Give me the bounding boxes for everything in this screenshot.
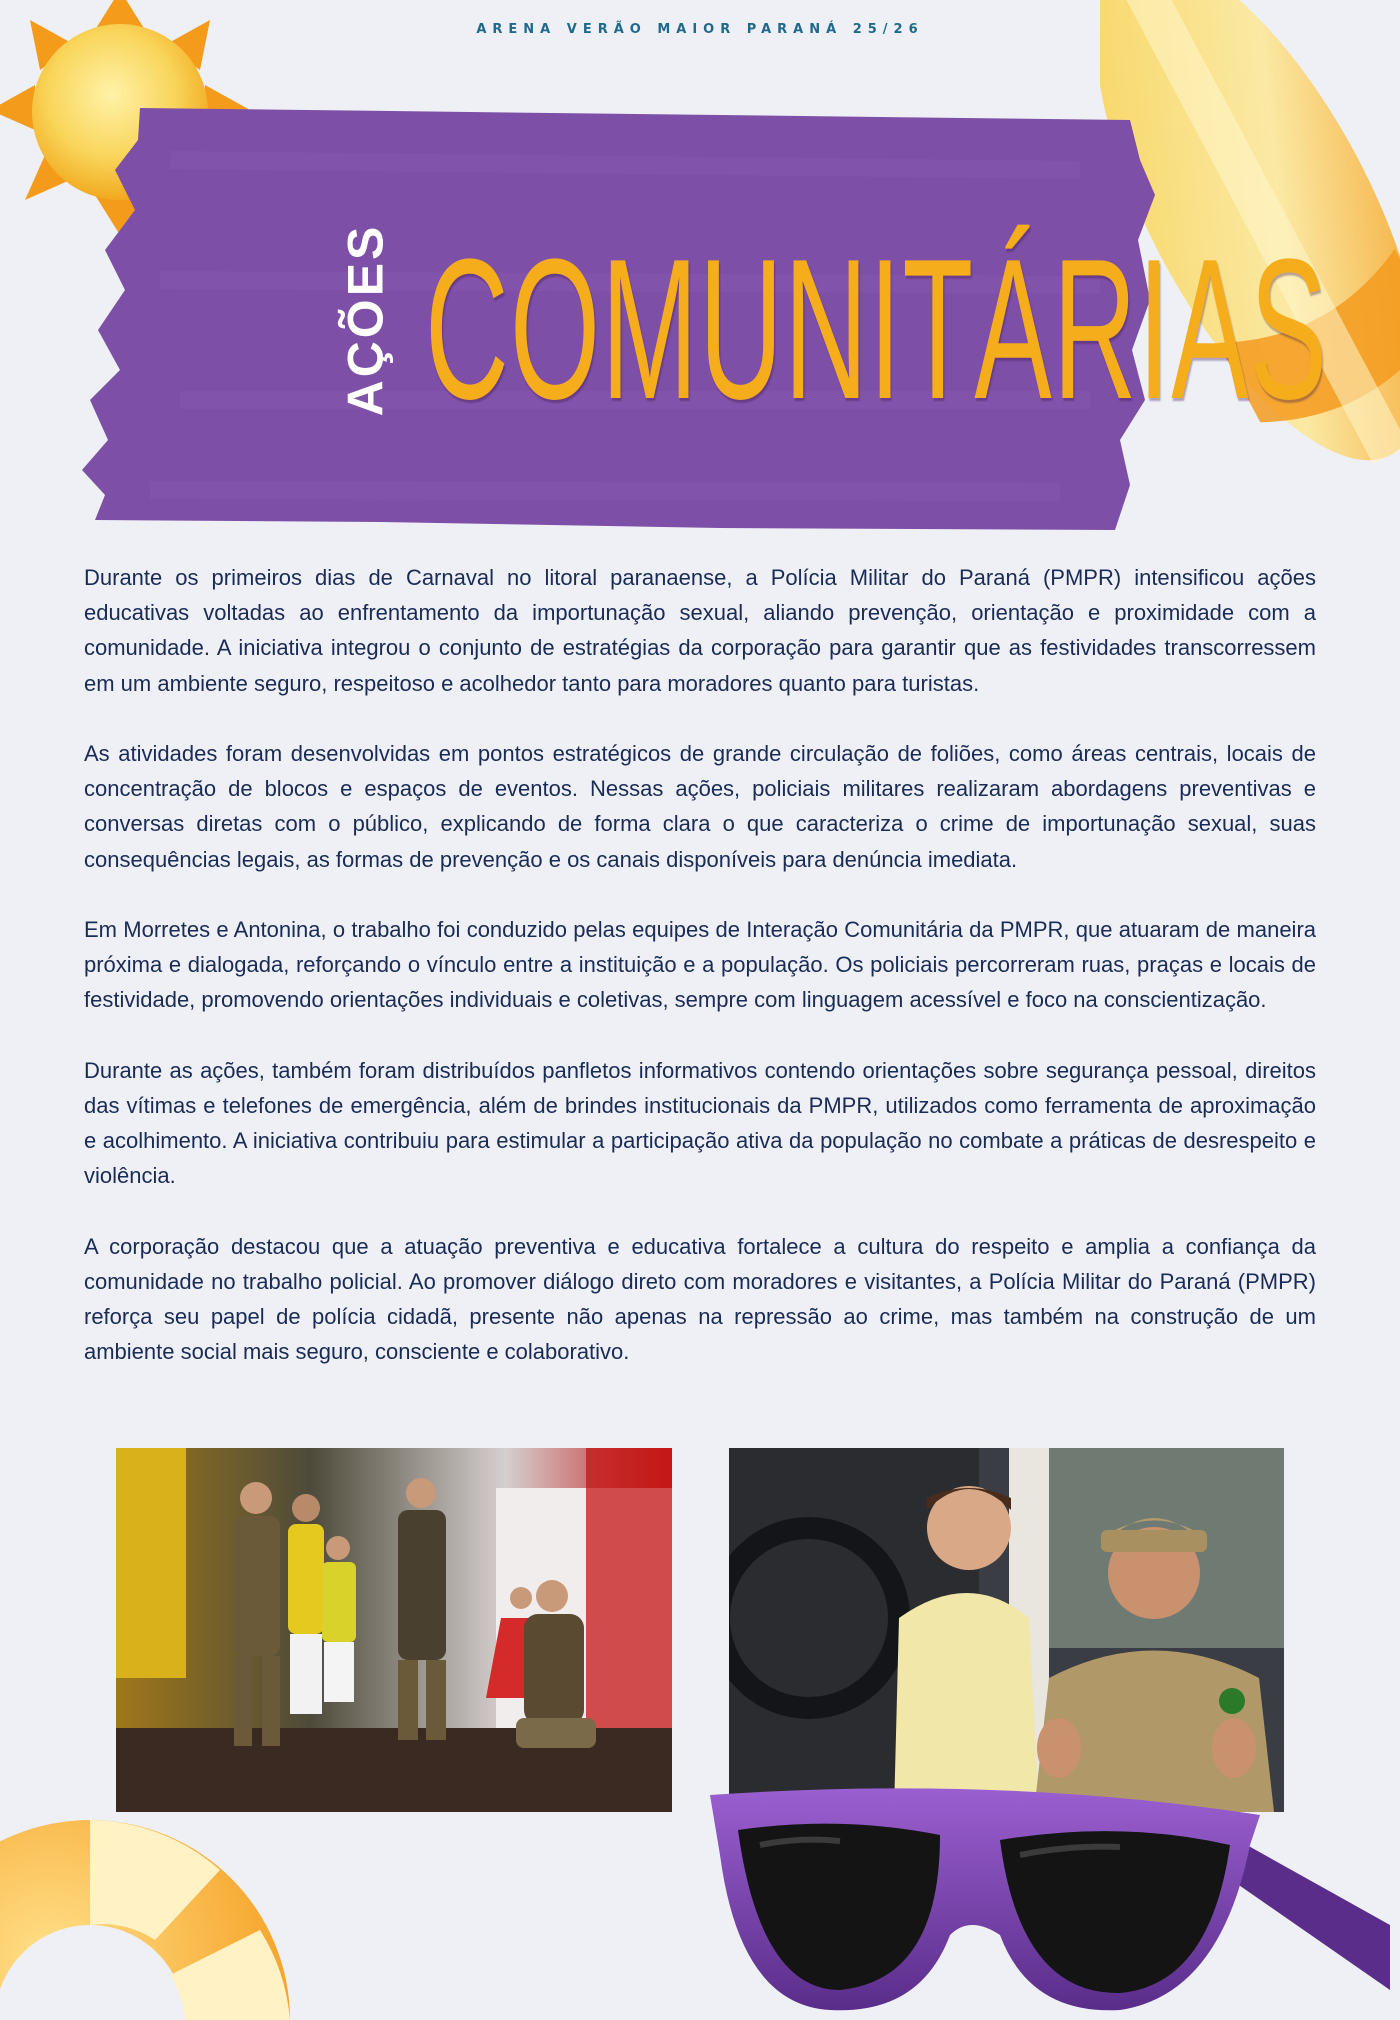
paragraph: Em Morretes e Antonina, o trabalho foi conduzido pelas equipes de Interação Comunitária da PMPR, que atuaram de maneira próxima e dialogada, reforçando o vínculo entre a instituição e a população. Os policiais percorreram ruas, praças e locais de festividade, promovendo orientações individuais e coletivas, sempre com linguagem acessível e foco na conscientização. xyxy=(84,917,1316,1013)
paragraph: As atividades foram desenvolvidas em pontos estratégicos de grande circulação de foliões, como áreas centrais, locais de concentração de blocos e espaços de eventos. Nessas ações, policiais militares realizaram abordagens preventivas e conversas diretas com o público, explicando de forma clara o que caracteriza o crime de importunação sexual, suas consequências legais, as formas de prevenção e os canais disponíveis para denúncia imediata. xyxy=(84,741,1316,872)
page-title: COMUNITÁRIAS xyxy=(425,218,1329,441)
sunglasses-icon xyxy=(700,1775,1390,2015)
article-body xyxy=(84,560,1316,1405)
header-label: ARENA VERÃO MAIOR PARANÁ 25/26 xyxy=(476,22,924,37)
paragraph: A corporação destacou que a atuação preventiva e educativa fortalece a cultura do respeito e amplia a confiança da comunidade no trabalho policial. Ao promover diálogo direto com moradores e visitantes, a Polícia Militar do Paraná (PMPR) reforça seu papel de polícia cidadã, presente não apenas na repressão ao crime, mas também na construção de um ambiente social mais seguro, consciente e colaborativo. xyxy=(84,1233,1316,1365)
title-small-text: AÇÕES xyxy=(337,223,393,417)
photo-officers-with-family xyxy=(116,1448,672,1812)
photo-officer-with-boy xyxy=(729,1448,1284,1812)
float-ring-icon xyxy=(0,1780,310,2020)
paragraph: Durante os primeiros dias de Carnaval no litoral paranaense, a Polícia Militar do Paraná (PMPR) intensificou ações educativas voltadas ao enfrentamento da importunação sexual, aliando prevenção, orientação e proximidade com a comunidade. A iniciativa integrou o conjunto de estratégias da corporação para garantir que as festividades transcorressem em um ambiente seguro, respeitoso e acolhedor tanto para moradores quanto para turistas. xyxy=(84,565,1316,696)
paragraph: Durante as ações, também foram distribuídos panfletos informativos contendo orientações sobre segurança pessoal, direitos das vítimas e telefones de emergência, além de brindes institucionais da PMPR, utilizados como ferramenta de aproximação e acolhimento. A iniciativa contribuiu para estimular a participação ativa da população no combate a práticas de desrespeito e violência. xyxy=(84,1057,1316,1189)
title-small xyxy=(335,190,395,450)
